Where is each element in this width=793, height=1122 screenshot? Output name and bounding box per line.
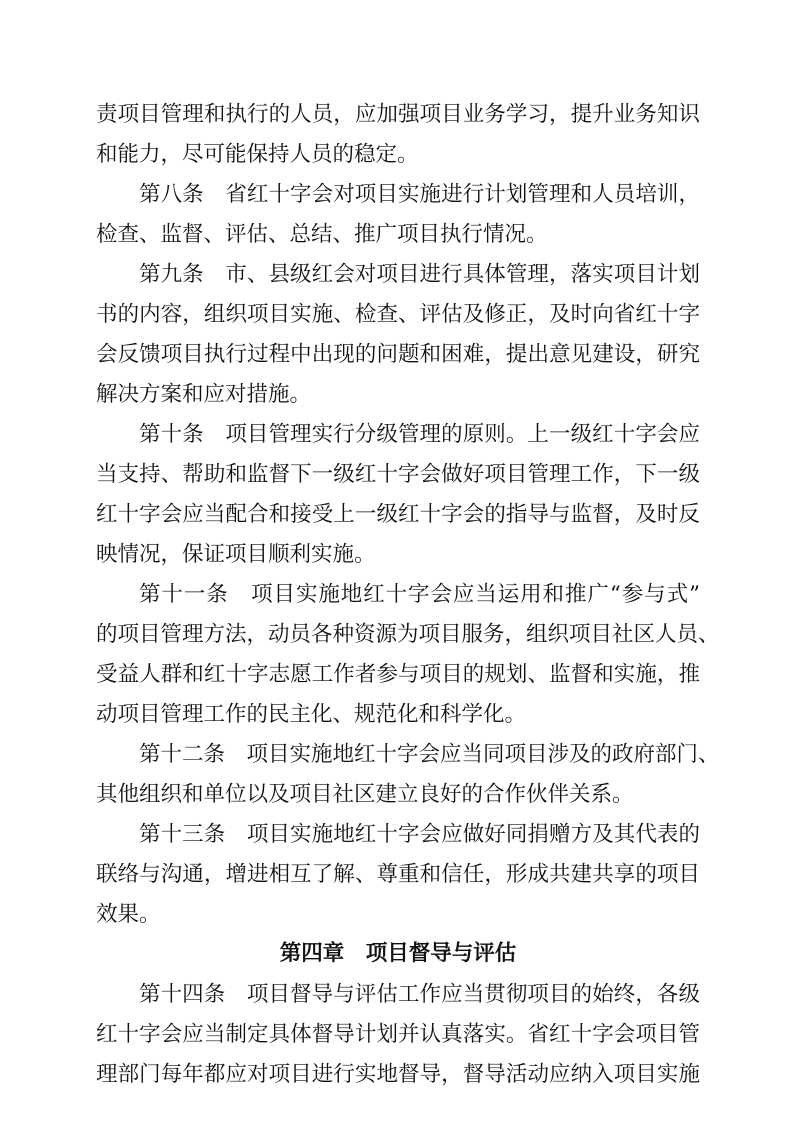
text-line: 红十字会应当制定具体督导计划并认真落实。省红十字会项目管 xyxy=(96,1022,700,1047)
text-line: 其他组织和单位以及项目社区建立良好的合作伙伴关系。 xyxy=(96,782,634,807)
text-line: 当支持、帮助和监督下一级红十字会做好项目管理工作，下一级 xyxy=(96,462,700,487)
text-line: 和能力，尽可能保持人员的稳定。 xyxy=(96,142,419,167)
text-line: 会反馈项目执行过程中出现的问题和困难，提出意见建设，研究 xyxy=(96,342,700,367)
article-10-line: 第十条 项目管理实行分级管理的原则。上一级红十字会应 xyxy=(139,422,700,447)
text-line: 受益人群和红十字志愿工作者参与项目的规划、监督和实施，推 xyxy=(96,662,700,687)
text-line: 理部门每年都应对项目进行实地督导，督导活动应纳入项目实施 xyxy=(96,1062,700,1087)
text-line: 映情况，保证项目顺利实施。 xyxy=(96,542,376,567)
text-line: 动项目管理工作的民主化、规范化和科学化。 xyxy=(96,702,527,727)
text-line: 书的内容，组织项目实施、检查、评估及修正，及时向省红十字 xyxy=(96,302,700,327)
article-12-line: 第十二条 项目实施地红十字会应当同项目涉及的政府部门、 xyxy=(139,742,720,767)
article-8-line: 第八条 省红十字会对项目实施进行计划管理和人员培训， xyxy=(139,182,700,207)
text-line: 解决方案和应对措施。 xyxy=(96,382,312,407)
text-line: 责项目管理和执行的人员，应加强项目业务学习，提升业务知识 xyxy=(96,102,700,127)
article-9-line: 第九条 市、县级红会对项目进行具体管理，落实项目计划 xyxy=(139,262,700,287)
article-14-line: 第十四条 项目督导与评估工作应当贯彻项目的始终，各级 xyxy=(139,982,700,1007)
text-line: 效果。 xyxy=(96,902,161,927)
text-line: 红十字会应当配合和接受上一级红十字会的指导与监督，及时反 xyxy=(96,502,700,527)
text-line: 检查、监督、评估、总结、推广项目执行情况。 xyxy=(96,222,548,247)
article-13-line: 第十三条 项目实施地红十字会应做好同捐赠方及其代表的 xyxy=(139,822,700,847)
article-11-line: 第十一条 项目实施地红十字会应当运用和推广“参与式” xyxy=(139,582,700,607)
chapter-heading: 第四章 项目督导与评估 xyxy=(279,941,517,966)
text-line: 联络与沟通，增进相互了解、尊重和信任，形成共建共享的项目 xyxy=(96,862,700,887)
text-line: 的项目管理方法，动员各种资源为项目服务，组织项目社区人员、 xyxy=(96,622,720,647)
